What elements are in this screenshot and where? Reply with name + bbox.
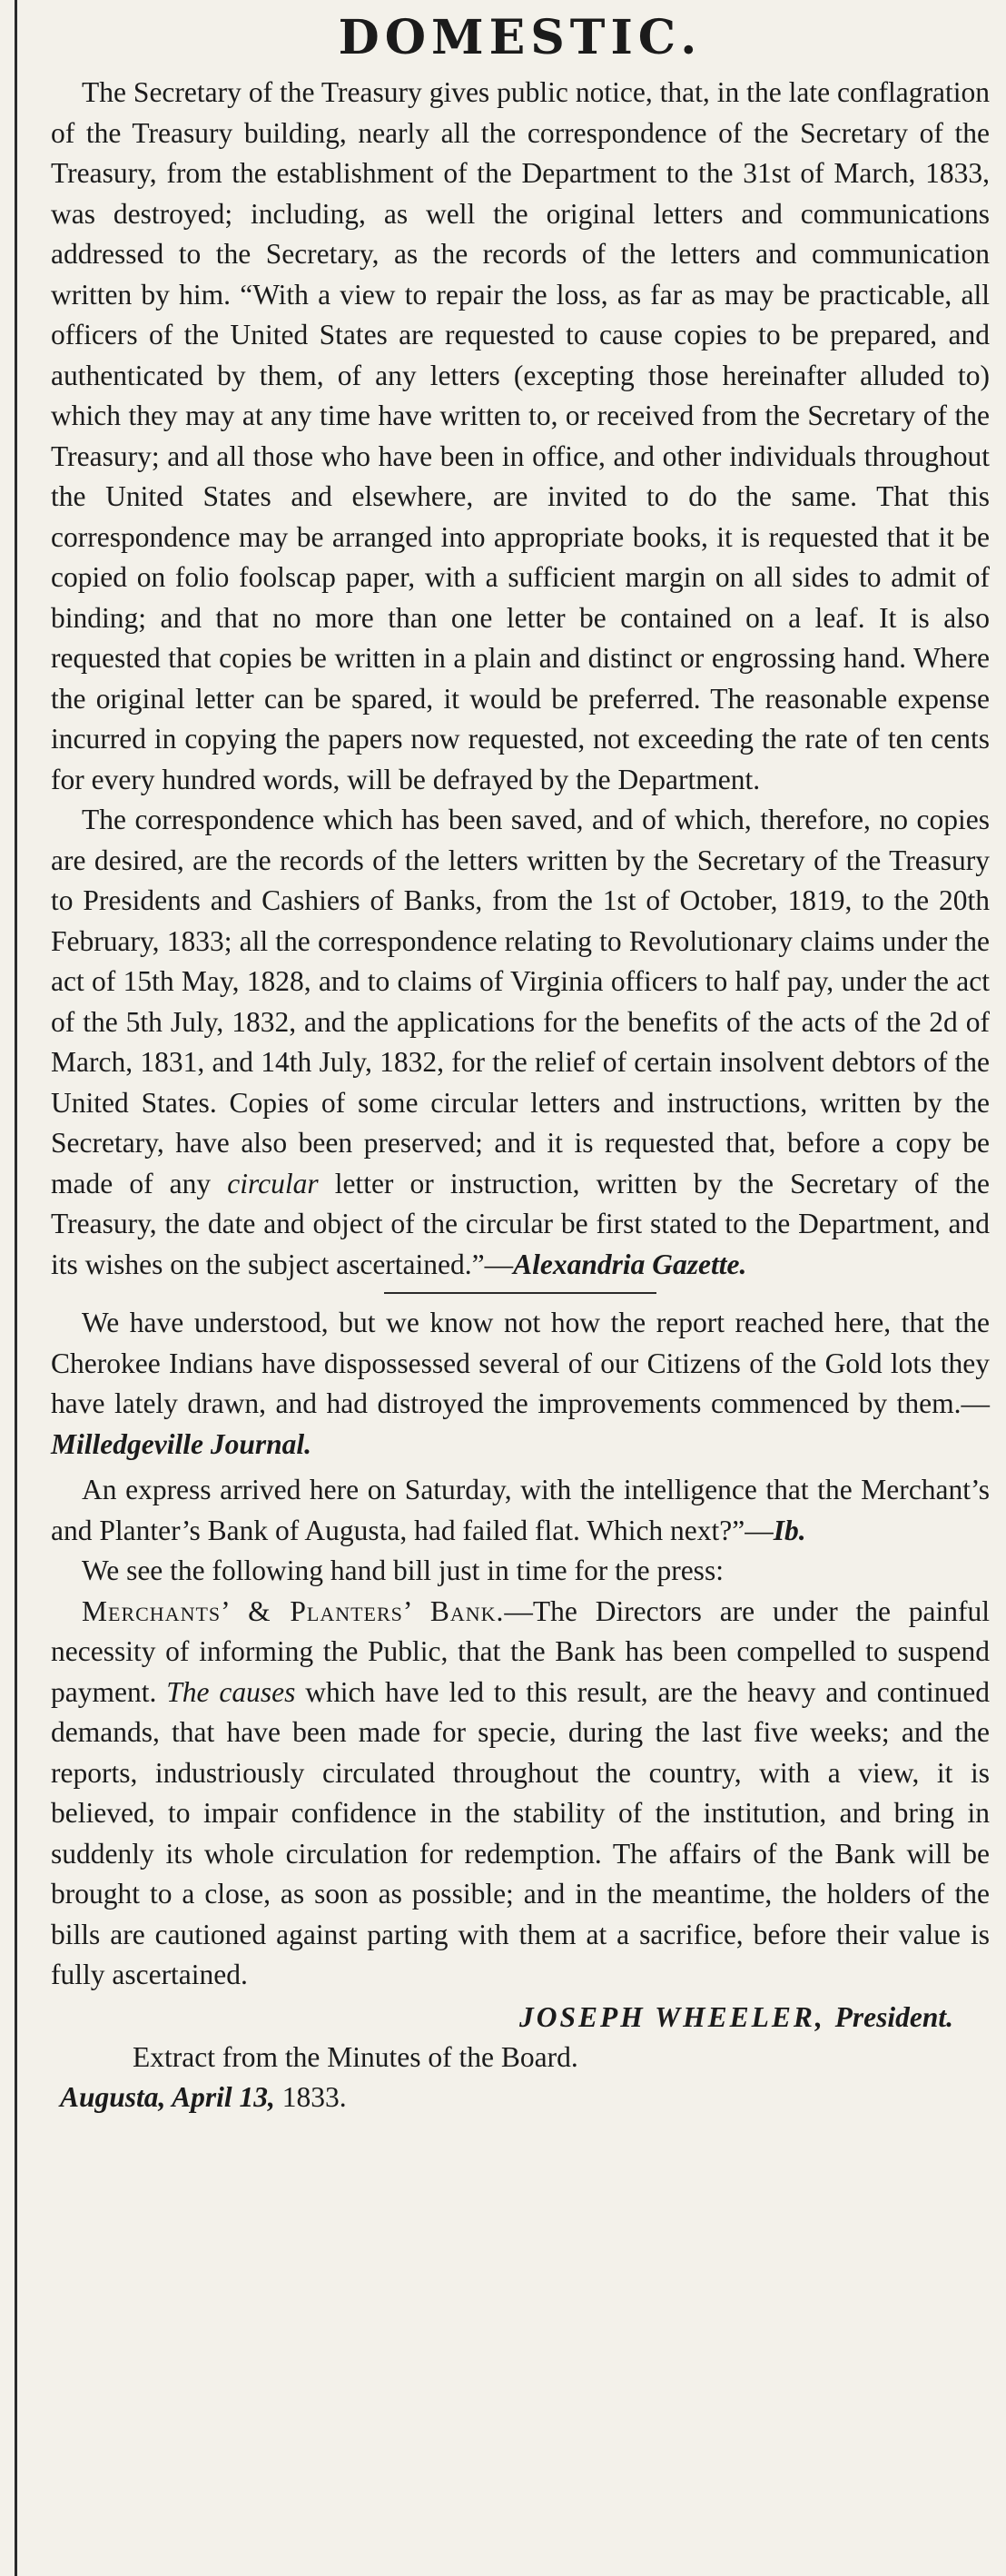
source-attribution: Ib. <box>773 1514 806 1546</box>
treasury-paragraph-2-text: The correspondence which has been saved, and of which, therefore, no copies are desired, are the records of the letters written by the Secretary of the Treasury to Presidents and Cashiers of Banks, from the 1st of October, 1819, to the 20th February, 1833; all the correspondence relating to Revolutionary claims under the act of 15th May, 1828, and to claims of Virginia officers to half pay, under the act of the 5th July, 1832, and the applications for the benefits of the acts of the 2d of March, 1831, and 14th July, 1832, for the relief of certain insolvent debtors of the United States. Copies of some circular letters and instructions, written by the Secretary, have also been preserved; and it is requested that, before a copy be made of any <box>51 804 990 1199</box>
dateline-place: Augusta, April 13, <box>60 2080 275 2113</box>
article-treasury-notice <box>51 73 990 1285</box>
treasury-paragraph-2 <box>51 800 990 1285</box>
source-attribution: Alexandria Gazette. <box>513 1248 747 1280</box>
cherokee-paragraph <box>51 1303 990 1465</box>
extract-line: Extract from the Minutes of the Board. <box>133 2040 578 2073</box>
article-separator <box>384 1292 656 1294</box>
article-cherokee <box>51 1303 990 1465</box>
emphasis-causes: The causes <box>166 1675 296 1708</box>
treasury-paragraph-2-tail: letter or instruction, written by the Secretary of the Treasury, the date and object of the circular be first stated to the Department, and its wishes on the subject ascertained.”— <box>51 1167 990 1280</box>
signature-title: President. <box>834 2000 953 2033</box>
signature-block <box>51 1998 990 2117</box>
hand-bill-tail: which have led to this result, are the heavy and continued demands, that have been made for specie, during the last five weeks; and the reports, industriously circulated throughout the country, with a view, it is believed, to impair confidence in the stability of the institution, and bring in suddenly its whole circulation for redemption. The affairs of the Bank will be brought to a close, as soon as possible; and in the meantime, the holders of the bills are cautioned against parting with them at a sacrifice, before their value is fully ascertained. <box>51 1675 990 1990</box>
dateline-year: 1833. <box>281 2080 347 2113</box>
source-attribution: Milledgeville Journal. <box>51 1427 311 1460</box>
hand-bill-intro: We see the following hand bill just in time for the press: <box>82 1554 724 1586</box>
article-bank-failure <box>51 1470 990 2117</box>
hand-bill-text: —The Directors are under the painful necessity of informing the Public, that the Bank has been compelled to suspend payment. <box>51 1594 990 1708</box>
treasury-paragraph-1-text: The Secretary of the Treasury gives public notice, that, in the late conflagration of the Treasury building, nearly all the correspondence of the Secretary of the Treasury, from the establishment of the Department to the 31st of March, 1833, was destroyed; including, as well the original letters and communications addressed to the Secretary, as the records of the letters and communication written by him. “With a view to repair the loss, as far as may be practicable, all officers of the United States are requested to cause copies to be prepared, and authenticated by them, of any letters (excepting those hereinafter alluded to) which they may at any time have written to, or received from the Secretary of the Treasury; and all those who have been in office, and other individuals throughout the United States and elsewhere, are invited to do the same. That this correspondence may be arranged into appropriate books, it is requested that it be copied on folio foolscap paper, with a sufficient margin on all sides to admit of binding; and that no more than one letter be contained on a leaf. It is also requested that copies be written in a plain and distinct or engrossing hand. Where the original letter can be spared, it would be preferred. The reasonable expense incurred in copying the papers now requested, not exceeding the rate of ten cents for every hundred words, will be defrayed by the Department. <box>51 76 990 795</box>
section-heading: DOMESTIC. <box>338 10 703 65</box>
emphasis-circular: circular <box>227 1167 319 1199</box>
bank-express-text: An express arrived here on Saturday, with the intelligence that the Merchant’s and Planter’s Bank of Augusta, had failed flat. Which next?”— <box>51 1474 990 1546</box>
cherokee-paragraph-text: We have understood, but we know not how the report reached here, that the Cherokee Indians have dispossessed several of our Citizens of the Gold lots they have lately drawn, and had distroyed the improvements commenced by them.— <box>51 1307 990 1419</box>
bank-express-paragraph <box>51 1470 990 1551</box>
hand-bill-paragraph <box>51 1592 990 1996</box>
bank-name: Merchants’ & Planters’ Bank. <box>82 1594 505 1627</box>
dateline <box>51 2078 990 2117</box>
treasury-paragraph-1 <box>51 73 990 800</box>
signature-name: JOSEPH WHEELER, <box>519 2000 825 2033</box>
signature-line <box>51 1998 990 2038</box>
